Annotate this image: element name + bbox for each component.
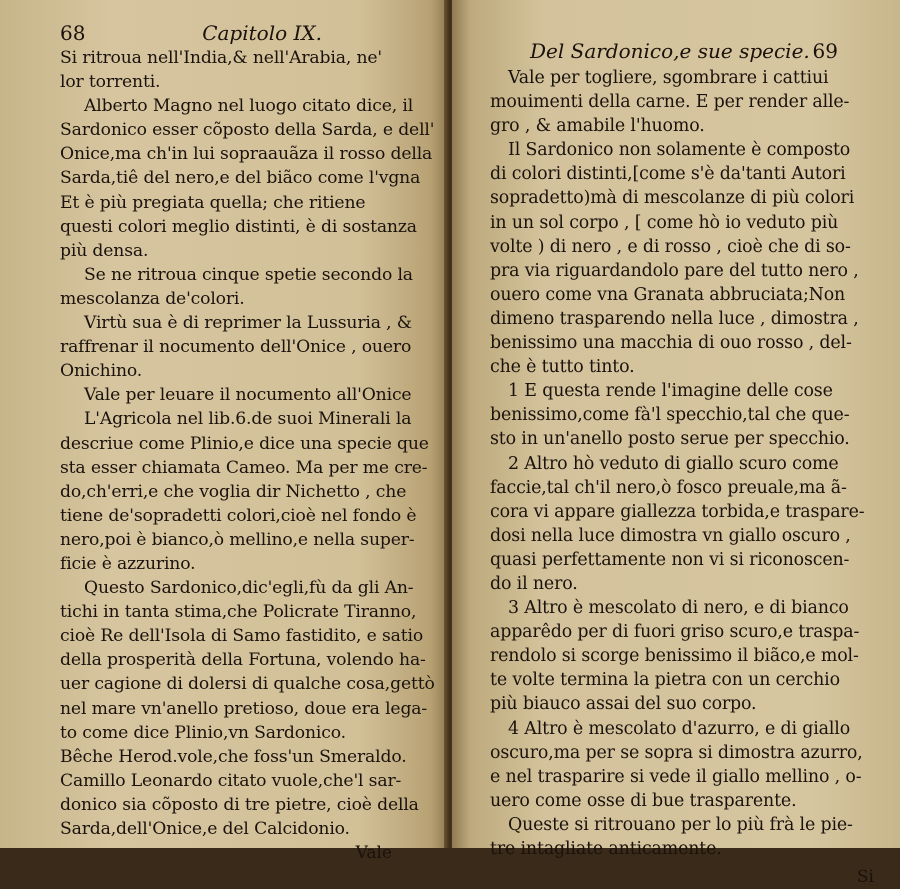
text-line: cora vi appare giallezza torbida,e traspare- [490,501,865,522]
text-line: quasi perfettamente non vi si riconoscen- [490,549,850,570]
text-line: pra via riguardandolo pare del tutto nero , [490,260,859,281]
text-line: Bêche Herod.vole,che foss'un Smeraldo. [60,746,407,767]
text-line: uer cagione di dolersi di qualche cosa,gettò [60,674,435,695]
text-line: Sarda,dell'Onice,e del Calcidonio. [60,819,350,839]
text-line: descriue come Plinio,e dice una specie que [60,433,429,454]
text-line: benissimo,come fà'l specchio,tal che que- [490,405,850,426]
text-line: Et è più pregiata quella; che ritiene [60,192,366,213]
text-line: benissimo una macchia di ouo rosso , del- [490,333,852,354]
text-line: più biauco assai del suo corpo. [490,694,757,715]
text-line: gro , & amabile l'huomo. [490,116,705,137]
right-running-head: Del Sardonico,e sue specie. [530,39,810,63]
text-line: te volte termina la pietra con un cerchio [490,670,840,691]
text-line: sto in un'anello posto serue per specchio. [490,429,850,450]
text-line: Il Sardonico non solamente è composto [508,140,851,161]
left-page-number: 68 [60,21,86,45]
right-page-body [490,66,878,889]
text-line: do,ch'erri,e che voglia dir Nichetto , che [60,481,407,502]
text-line: apparêdo per di fuori griso scuro,e traspa- [490,622,860,643]
text-line: Sarda,tiê del nero,e del biãco come l'vgna [60,168,421,189]
text-line: tiene de'sopradetti colori,cioè nel fondo è [60,505,417,526]
text-line: della prosperità della Fortuna, volendo ha- [60,650,426,671]
text-line: oscuro,ma per se sopra si dimostra azurro, [490,742,863,763]
text-line: Onichino. [60,361,143,382]
text-line: di colori distinti,[come s'è da'tanti Autori [490,164,846,185]
left-catchword: Vale [355,843,392,864]
text-line: Sardonico esser cõposto della Sarda, e dell' [60,120,435,141]
text-line: più densa. [60,240,149,261]
text-line: raffrenar il nocumento dell'Onice , ouero [60,337,412,358]
text-line: in un sol corpo , [ come hò io veduto più [490,212,839,233]
text-line: tichi in tanta stima,che Policrate Tiranno, [60,602,417,623]
text-line: Vale per togliere, sgombrare i cattiui [508,68,829,88]
text-line: uero come osse di bue trasparente. [490,790,797,811]
text-line: mescolanza de'colori. [60,288,245,309]
text-line: Si ritroua nell'India,& nell'Arabia, ne' [60,48,382,68]
text-line: nero,poi è bianco,ò mellino,e nella super- [60,529,415,550]
text-line: sta esser chiamata Cameo. Ma per me cre- [60,457,428,478]
text-line: e nel trasparire si vede il giallo mellino , o- [490,766,862,787]
text-line: donico sia cõposto di tre pietre, cioè della [60,794,419,815]
left-page-header [60,22,432,44]
text-line: 3 Altro è mescolato di nero, e di bianco [508,598,849,619]
text-line: che è tutto tinto. [490,357,635,378]
text-line: Questo Sardonico,dic'egli,fù da gli An- [84,578,414,599]
text-line: Vale per leuare il nocumento all'Onice [84,385,412,406]
text-line: volte ) di nero , e di rosso , cioè che di so- [490,236,851,257]
text-line: ouero come vna Granata abbruciata;Non [490,284,846,305]
right-page-header [490,40,878,62]
left-page-body [60,46,435,865]
right-catchword: Si [856,867,874,888]
text-line: Camillo Leonardo citato vuole,che'l sar- [60,770,402,791]
text-line: tre intagliate anticamente. [490,839,722,859]
text-line: L'Agricola nel lib.6.de suoi Minerali la [84,409,412,430]
right-page-number: 69 [812,39,838,63]
text-line: questi colori meglio distinti, è di sostanza [60,216,417,237]
text-line: rendolo si scorge benissimo il biãco,e mol- [490,646,859,667]
text-line: ficie è azzurino. [60,553,196,574]
left-running-head: Capitolo IX. [202,21,322,45]
text-line: Queste si ritrouano per lo più frà le pie- [508,814,853,835]
text-line: sopradetto)mà di mescolanze di più colori [490,188,855,209]
text-line: Alberto Magno nel luogo citato dice, il [84,96,414,117]
left-page [0,0,448,864]
text-line: nel mare vn'anello pretioso, doue era lega- [60,698,428,719]
text-line: to come dice Plinio,vn Sardonico. [60,722,346,743]
text-line: mouimenti della carne. E per render alle- [490,92,850,113]
text-line: do il nero. [490,573,578,594]
text-line: 2 Altro hò veduto di giallo scuro come [508,453,839,474]
text-line: 4 Altro è mescolato d'azurro, e di giallo [508,718,851,739]
text-line: Onice,ma ch'in lui sopraauãza il rosso della [60,144,433,165]
text-line: lor torrenti. [60,72,161,93]
text-line: Se ne ritroua cinque spetie secondo la [84,264,413,285]
text-line: 1 E questa rende l'imagine delle cose [508,381,833,402]
text-line: dimeno trasparendo nella luce , dimostra , [490,308,859,329]
text-line: faccie,tal ch'il nero,ò fosco preuale,ma ã- [490,477,847,498]
text-line: dosi nella luce dimostra vn giallo oscuro , [490,525,851,546]
right-page [452,0,900,888]
text-line: Virtù sua è di reprimer la Lussuria , & [84,313,412,334]
text-line: cioè Re dell'Isola di Samo fastidito, e satio [60,626,424,647]
